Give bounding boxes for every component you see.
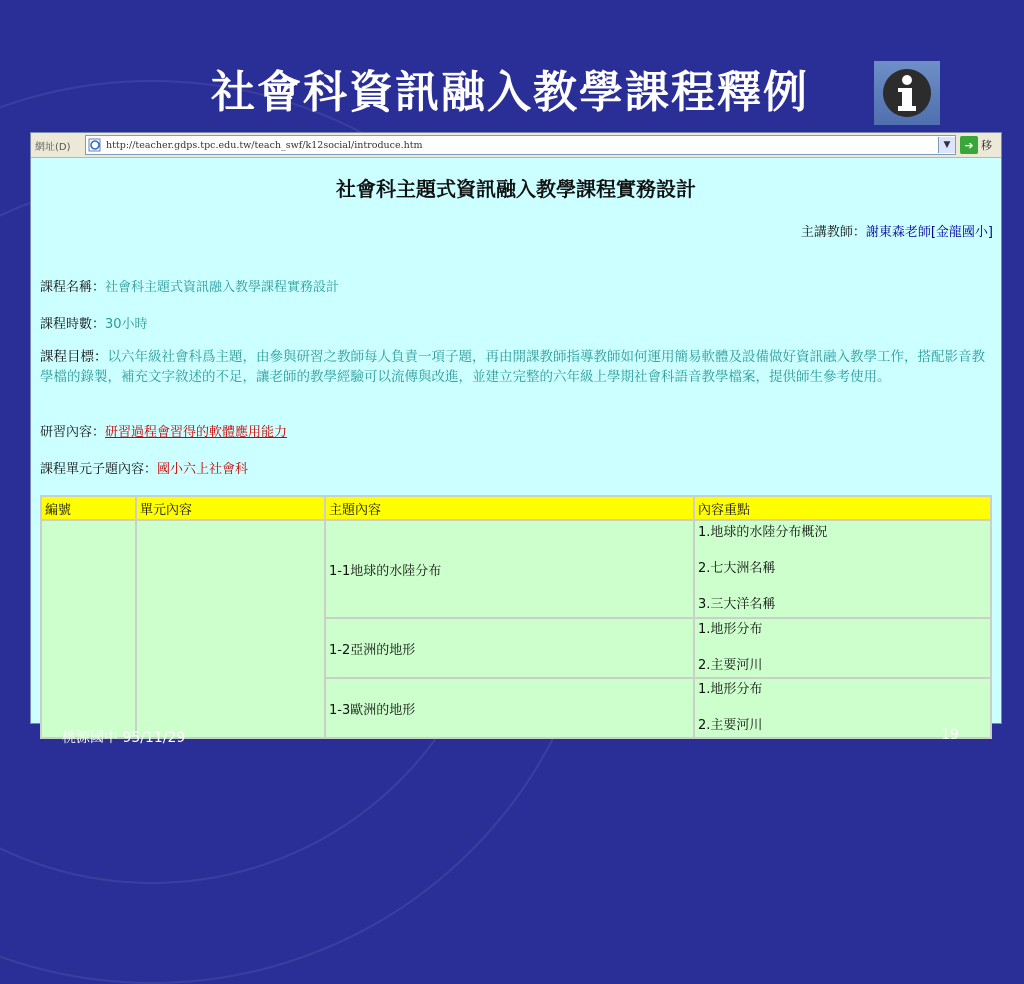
number-cell (42, 521, 135, 737)
course-hours-value: 30小時 (105, 317, 148, 332)
key-point: 2.主要河川 (698, 718, 763, 733)
unit-table (40, 495, 992, 739)
table-row (42, 521, 990, 617)
key-point: 2.主要河川 (698, 658, 763, 673)
key-point: 1.地球的水陸分布概況 (698, 525, 828, 540)
study-content-line (40, 421, 287, 440)
unit-topic-label: 課程單元子題內容： (40, 462, 158, 477)
course-name-value: 社會科主題式資訊融入教學課程實務設計 (105, 280, 340, 295)
browser-window (30, 132, 1002, 733)
course-goal-label: 課程目標： (40, 349, 108, 365)
course-goal-text: 以六年級社會科爲主題，由參與研習之教師每人負責一項子題，再由開課教師指導教師如何運用簡易軟體及設備做好資訊融入教學工作，搭配影音教學檔的錄製，補充文字敘述的不足，讓老師的教學經驗可以流傳與改進，並建立完整的六年級上學期社會科語音教學檔案，提供師生參考使用。 (40, 349, 985, 385)
slide-title: 社會科資訊融入教學課程釋例 (211, 67, 809, 118)
go-button-label[interactable]: 移 (981, 139, 992, 152)
go-arrow-icon[interactable]: ➔ (960, 136, 978, 154)
course-goal-paragraph (40, 347, 990, 387)
key-points-cell (695, 521, 990, 617)
course-hours-line (40, 313, 148, 332)
lecturer-line (801, 221, 993, 240)
topic-cell: 1-3歐洲的地形 (326, 679, 693, 737)
column-header-unit: 單元內容 (137, 497, 324, 519)
key-points-cell (695, 619, 990, 677)
page-heading: 社會科主題式資訊融入教學課程實務設計 (336, 177, 696, 201)
lecturer-name: 謝東森老師[金龍國小] (865, 225, 993, 240)
slide-page-number: 19 (941, 727, 959, 743)
chevron-down-icon[interactable]: ▼ (938, 137, 955, 153)
course-name-label: 課程名稱： (40, 280, 106, 295)
address-bar (31, 133, 1001, 158)
column-header-number: 編號 (42, 497, 135, 519)
key-point: 2.七大洲名稱 (698, 561, 776, 576)
course-hours-label: 課程時數： (40, 317, 106, 332)
table-header-row (42, 497, 990, 519)
course-name-line (40, 276, 339, 295)
address-label: 網址(D) (35, 141, 71, 153)
footer-school-date: 桃源國中 95/11/29 (62, 730, 186, 746)
study-content-label: 研習內容： (40, 425, 106, 440)
unit-cell (137, 521, 324, 737)
study-content-link[interactable]: 研習過程會習得的軟體應用能力 (105, 425, 288, 440)
key-point: 1.地形分布 (698, 682, 763, 697)
lecturer-label: 主講教師： (800, 225, 866, 240)
info-glyph-icon (880, 66, 934, 120)
info-circle-icon[interactable] (874, 61, 940, 125)
column-header-topic: 主題內容 (326, 497, 693, 519)
unit-topic-line (40, 458, 248, 477)
url-text: http://teacher.gdps.tpc.edu.tw/teach_swf/k12social/introduce.htm (106, 139, 423, 151)
key-point: 1.地形分布 (698, 622, 763, 637)
column-header-key-points: 內容重點 (695, 497, 990, 519)
url-input[interactable] (85, 135, 956, 155)
unit-topic-value: 國小六上社會科 (157, 462, 249, 477)
ie-page-icon (88, 138, 102, 152)
topic-cell: 1-1地球的水陸分布 (326, 521, 693, 617)
topic-cell: 1-2亞洲的地形 (326, 619, 693, 677)
key-point: 3.三大洋名稱 (698, 597, 776, 612)
